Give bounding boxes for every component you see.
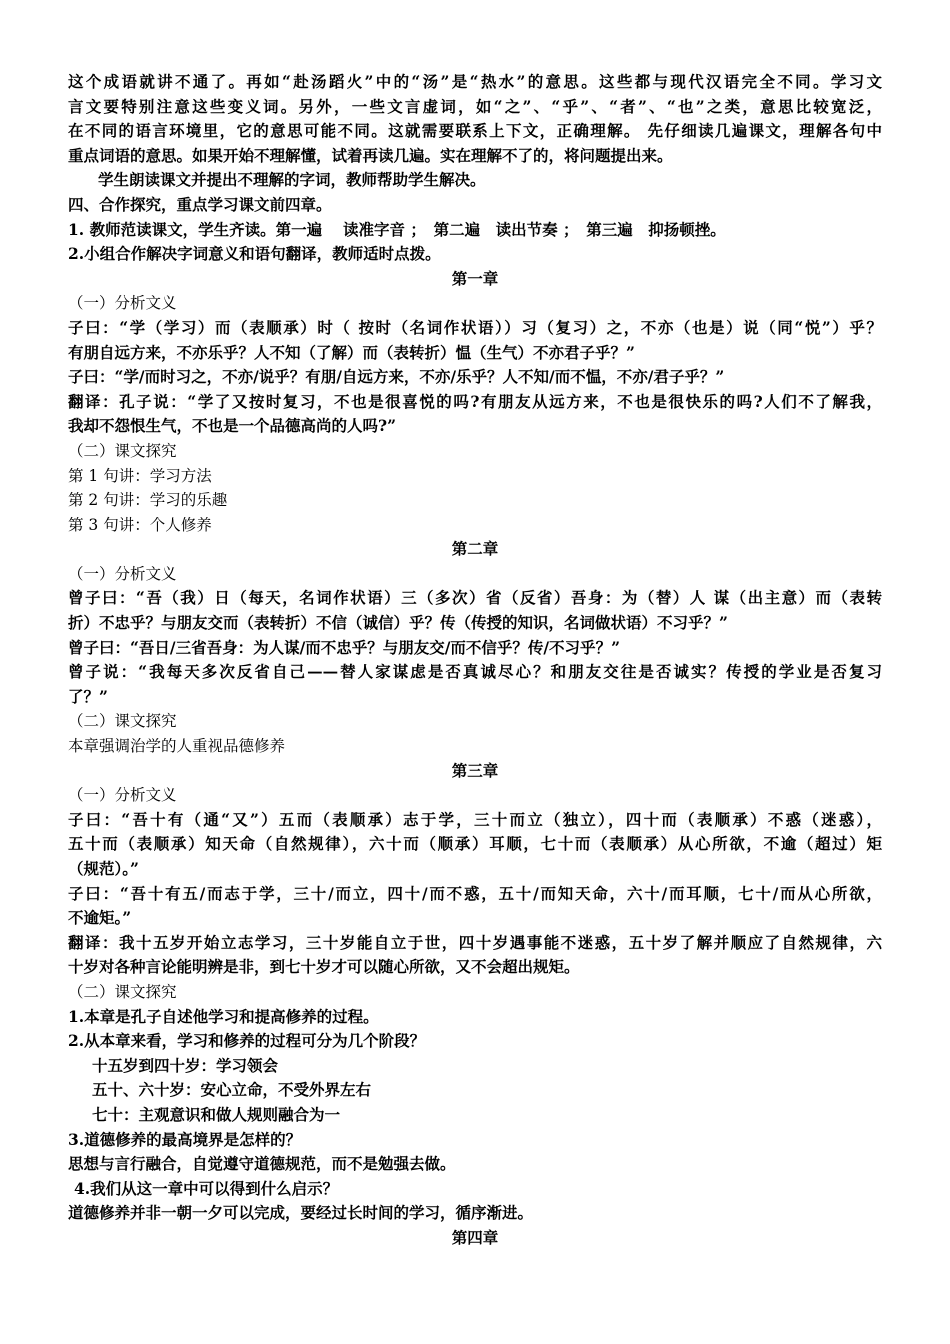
text-line: 翻译：我十五岁开始立志学习，三十岁能自立于世，四十岁遇事能不迷惑，五十岁了解并顺应了自然规律，六 [68, 932, 882, 952]
text-line: 2.从本章来看，学习和修养的过程可分为几个阶段？ [68, 1031, 426, 1051]
text-line: 3.道德修养的最高境界是怎样的？ [68, 1129, 302, 1149]
text-line: 第 3 句讲：个人修养 [68, 515, 212, 534]
text-line: 这个成语就讲不通了。再如“赴汤蹈火”中的“汤”是“热水”的意思。这些都与现代汉语完全不同。学习文 [68, 72, 882, 91]
chapter-heading: 第一章 [451, 268, 499, 288]
chapter-heading: 第四章 [451, 1227, 499, 1247]
document-body [68, 70, 882, 1251]
text-line: 折）不忠乎？与朋友交而（表转折）不信（诚信）乎？传（传授的知识，名词做状语）不习乎？” [68, 613, 728, 633]
text-line: 七十：主观意识和做人规则融合为一 [92, 1104, 341, 1124]
text-line: 曾子说：“我每天多次反省自己——替人家谋虑是否真诚尽心？和朋友交往是否诚实？传授的学业是否复习 [68, 662, 882, 682]
text-line: 子曰：“吾十有五/而志于学，三十/而立，四十/而不惑，五十/而知天命，六十/而耳顺，七十/而从心所欲， [68, 883, 882, 903]
text-line: 子曰：“学（学习）而（表顺承）时（ 按时（名词作状语））习（复习）之，不亦（也是）说（同“悦”）乎？ [68, 317, 882, 337]
text-line: 了？” [68, 686, 108, 706]
text-line: 思想与言行融合，自觉遵守道德规范，而不是勉强去做。 [68, 1154, 456, 1174]
text-line: 曾子曰：“吾日/三省吾身：为人谋/而不忠乎？与朋友交/而不信乎？传/不习乎？” [68, 637, 620, 657]
text-line: 四、合作探究，重点学习课文前四章。 [68, 194, 332, 214]
text-line: （二）课文探究 [68, 982, 177, 1001]
text-line: 五十、六十岁：安心立命，不受外界左右 [92, 1080, 372, 1100]
text-line: 五十而（表顺承）知天命（自然规律），六十而（顺承）耳顺，七十而（表顺承）从心所欲，不逾（超过）矩 [68, 834, 882, 854]
text-line: （一）分析文义 [68, 294, 177, 313]
text-line: 本章强调治学的人重视品德修养 [68, 737, 286, 756]
text-line: 我却不怨恨生气，不也是一个品德高尚的人吗?” [68, 416, 396, 436]
text-line: 2.小组合作解决字词意义和语句翻译，教师适时点拨。 [68, 244, 441, 264]
text-line: （一）分析文义 [68, 786, 177, 805]
text-line: 言文要特别注意这些变义词。另外，一些文言虚词，如“之”、“乎”、“者”、“也”之类，意思比较宽泛， [68, 96, 882, 116]
text-line: 第 1 句讲：学习方法 [68, 466, 212, 485]
text-line: 1. 教师范读课文，学生齐读。第一遍 读准字音 ； 第二遍 读出节奏 ； 第三遍 抑扬顿挫。 [68, 219, 726, 239]
chapter-heading: 第三章 [451, 760, 499, 780]
chapter-heading: 第二章 [451, 539, 499, 559]
text-line: 道德修养并非一朝一夕可以完成，要经过长时间的学习，循序渐进。 [68, 1203, 534, 1223]
text-line: 十五岁到四十岁：学习领会 [92, 1055, 279, 1075]
text-line: 学生朗读课文并提出不理解的字词，教师帮助学生解决。 [98, 170, 486, 190]
text-line: 子曰：“学/而时习之，不亦/说乎？有朋/自远方来，不亦/乐乎？人不知/而不愠，不亦/君子乎？” [68, 367, 725, 387]
text-line: 翻译：孔子说：“学了又按时复习，不也是很喜悦的吗?有朋友从远方来，不也是很快乐的吗?人们不了解我， [68, 391, 882, 411]
text-line: （二）课文探究 [68, 441, 177, 460]
text-line: 不逾矩。” [68, 908, 132, 928]
text-line: 在不同的语言环境里，它的意思可能不同。这就需要联系上下文，正确理解。 先仔细读几遍课文，理解各句中 [68, 121, 882, 141]
text-line: 4.我们从这一章中可以得到什么启示？ [74, 1178, 339, 1198]
text-line: 十岁对各种言论能明辨是非，到七十岁才可以随心所欲，又不会超出规矩。 [68, 957, 580, 977]
text-line: 重点词语的意思。如果开始不理解懂，试着再读几遍。实在理解不了的，将问题提出来。 [68, 145, 673, 165]
text-line: （一）分析文义 [68, 564, 177, 583]
text-line: 子曰：“吾十有（通“又”）五而（表顺承）志于学，三十而立（独立），四十而（表顺承）不惑（迷惑）， [68, 809, 882, 829]
text-line: 有朋自远方来，不亦乐乎？人不知（了解）而（表转折）愠（生气）不亦君子乎？” [68, 342, 635, 362]
text-line: 曾子曰：“吾（我）日（每天，名词作状语）三（多次）省（反省）吾身：为（替）人 谋（出主意）而（表转 [68, 588, 882, 608]
text-line: 1.本章是孔子自述他学习和提高修养的过程。 [68, 1006, 379, 1026]
text-line: （二）课文探究 [68, 712, 177, 731]
text-line: 第 2 句讲：学习的乐趣 [68, 491, 228, 510]
text-line: （规范）。” [68, 859, 139, 878]
